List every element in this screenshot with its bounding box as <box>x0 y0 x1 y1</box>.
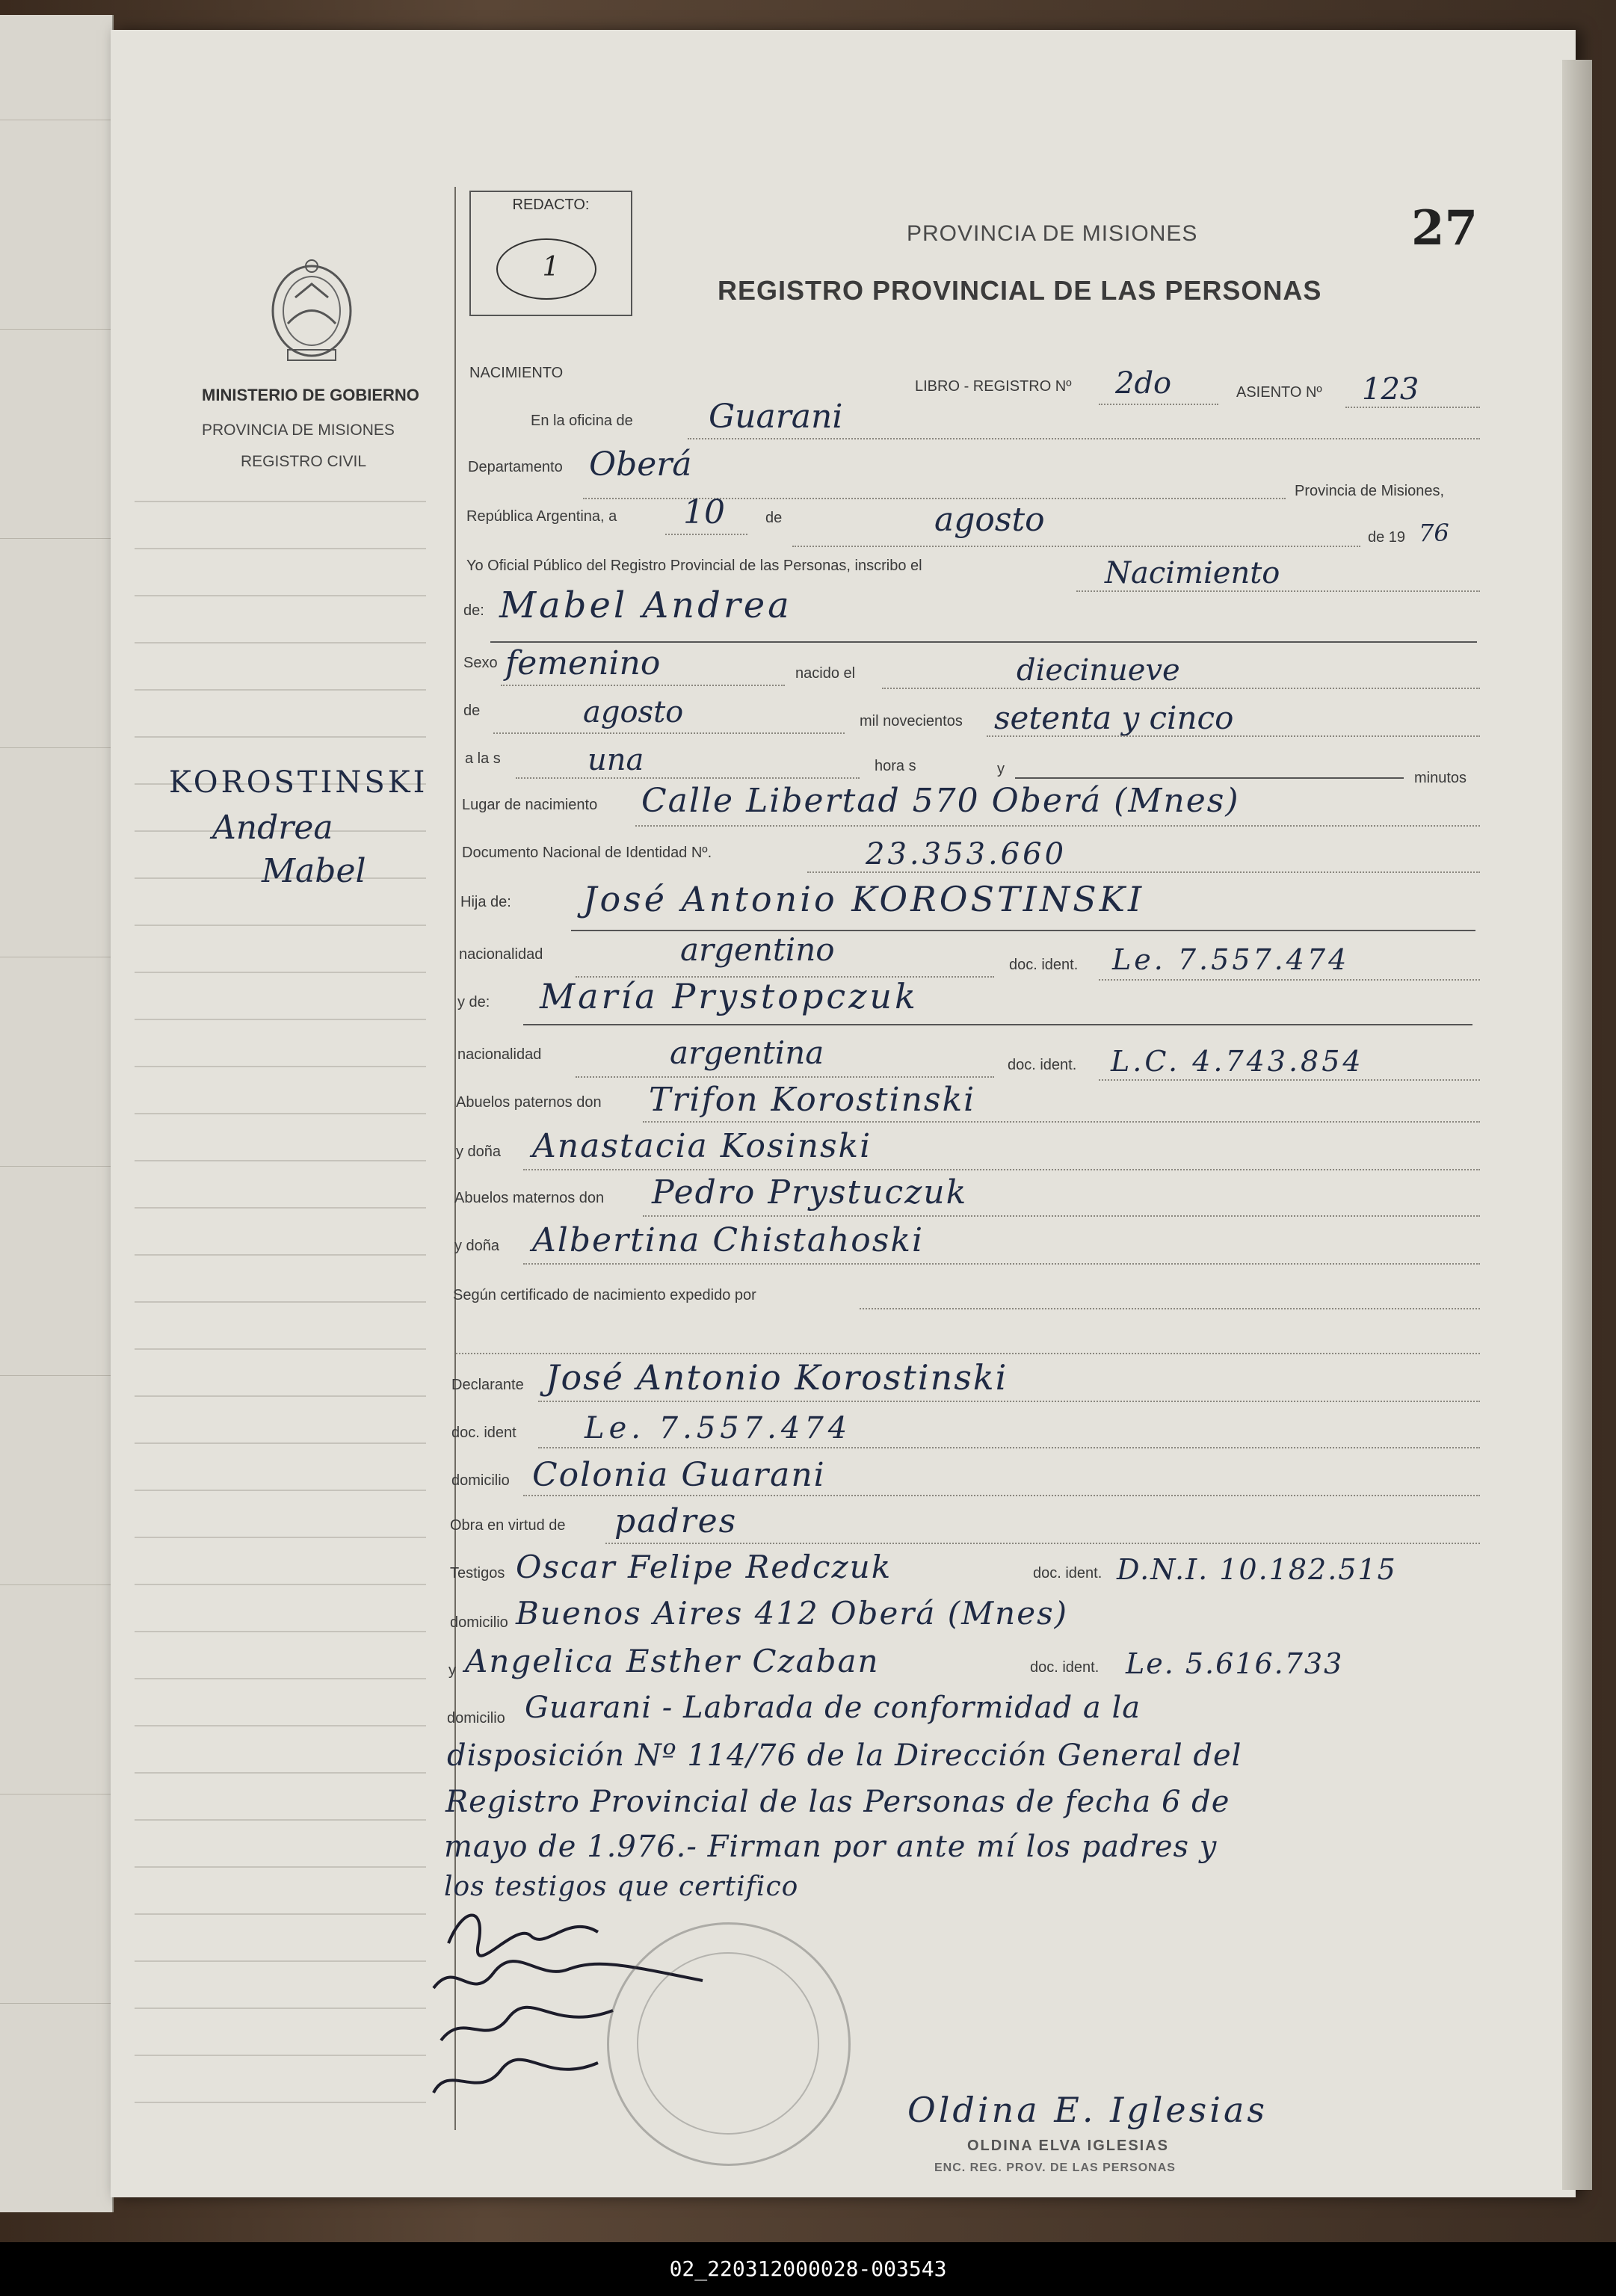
declarante-value: José Antonio Korostinski <box>546 1357 1008 1398</box>
documento-label: Documento Nacional de Identidad Nº. <box>462 845 712 861</box>
domicilio1-label: domicilio <box>451 1472 510 1489</box>
ydona1-label: y doña <box>456 1144 502 1160</box>
margin-rule-line <box>135 1490 426 1491</box>
margin-rule-line <box>135 1678 426 1679</box>
departamento-label: Departamento <box>468 459 563 475</box>
declarante-label: Declarante <box>451 1377 524 1393</box>
image-id-caption: 02_220312000028-003543 <box>0 2242 1616 2296</box>
anio-label: de 19 <box>1368 529 1406 546</box>
ministry-line3: REGISTRO CIVIL <box>241 453 367 470</box>
mes-value: agosto <box>934 501 1045 539</box>
republica-label: República Argentina, a <box>466 508 617 525</box>
mes2-value: agosto <box>583 695 684 729</box>
padre-value: José Antonio KOROSTINSKI <box>583 879 1145 919</box>
provincia-label: Provincia de Misiones, <box>1295 483 1445 499</box>
notes-line5: los testigos que certifico <box>444 1871 799 1902</box>
madre-value: María Prystopczuk <box>540 976 919 1016</box>
margin-rule-line <box>135 642 426 644</box>
margin-rule-line <box>135 1913 426 1915</box>
obra-label: Obra en virtud de <box>450 1517 566 1534</box>
margin-rule-line <box>135 1866 426 1868</box>
margin-rule-line <box>135 1254 426 1256</box>
de2-label: de: <box>463 602 484 619</box>
margin-rule-line <box>135 972 426 973</box>
docident1-value: Le. 7.557.474 <box>1112 943 1350 976</box>
asiento-label: ASIENTO Nº <box>1236 384 1322 401</box>
horas-label: hora s <box>875 758 916 774</box>
domicilio2-value: Buenos Aires 412 Oberá (Mnes) <box>516 1595 1069 1632</box>
docident5-label: doc. ident. <box>1030 1659 1100 1676</box>
nacionalidad1-value: argentino <box>680 931 835 968</box>
registry-heading: REGISTRO PROVINCIAL DE LAS PERSONAS <box>718 275 1322 306</box>
abuelos-paternos-label: Abuelos paternos don <box>456 1094 602 1111</box>
margin-rule-line <box>135 1207 426 1209</box>
margin-rule-line <box>135 1537 426 1538</box>
abuelos-maternos-label: Abuelos maternos don <box>454 1190 605 1206</box>
de3-label: de <box>463 703 481 719</box>
margin-rule-line <box>135 2055 426 2056</box>
ministry-line1: MINISTERIO DE GOBIERNO <box>202 386 419 404</box>
official-seal-inner-icon <box>637 1952 819 2135</box>
oficina-value: Guarani <box>709 398 843 436</box>
docident1-label: doc. ident. <box>1009 957 1079 973</box>
nacido-label: nacido el <box>795 665 856 682</box>
hija-label: Hija de: <box>460 894 511 910</box>
margin-rule-line <box>135 1113 426 1114</box>
testigo2-value: Angelica Esther Czaban <box>465 1643 880 1679</box>
nacimiento-label: NACIMIENTO <box>469 365 564 381</box>
docident2-value: L.C. 4.743.854 <box>1111 1045 1364 1078</box>
sexo-value: femenino <box>505 644 661 682</box>
margin-rule-line <box>135 548 426 549</box>
page-number: 27 <box>1411 200 1478 256</box>
de-label: de <box>765 510 783 526</box>
domicilio3-label: domicilio <box>447 1710 505 1726</box>
docident5-value: Le. 5.616.733 <box>1126 1647 1344 1680</box>
margin-rule-line <box>135 1301 426 1303</box>
margin-note-surname: KOROSTINSKI <box>169 765 428 800</box>
ydona1-value: Anastacia Kosinski <box>532 1127 872 1165</box>
redacto-label: REDACTO: <box>512 197 590 213</box>
asiento-value: 123 <box>1362 372 1419 407</box>
libro-label: LIBRO - REGISTRO Nº <box>915 378 1072 395</box>
margin-rule-line <box>135 1725 426 1726</box>
margin-note-name1: Andrea <box>212 809 333 847</box>
page-edge <box>1562 60 1592 2190</box>
docident4-value: D.N.I. 10.182.515 <box>1117 1553 1397 1586</box>
margin-rule-line <box>135 2102 426 2103</box>
abuelos-maternos-value: Pedro Prystuczuk <box>652 1173 968 1212</box>
domicilio1-value: Colonia Guarani <box>532 1456 826 1494</box>
margin-rule-line <box>135 1348 426 1350</box>
margin-rule-line <box>135 2008 426 2009</box>
mil-label: mil novecientos <box>860 713 963 729</box>
margin-rule-line <box>135 595 426 596</box>
y2-label: y <box>448 1662 456 1679</box>
dia-value: 10 <box>683 493 725 531</box>
margin-rule-line <box>135 1066 426 1067</box>
margin-rule-line <box>135 501 426 502</box>
y-label: y <box>997 761 1005 777</box>
testigos-label: Testigos <box>450 1565 505 1581</box>
notes-line4: mayo de 1.976.- Firman por ante mí los padres y <box>444 1830 1218 1864</box>
testigo1-value: Oscar Felipe Redczuk <box>516 1549 892 1585</box>
notes-line3: Registro Provincial de las Personas de fecha 6 de <box>445 1785 1230 1819</box>
oficial-label: Yo Oficial Público del Registro Provincial de las Personas, inscribo el <box>466 558 922 574</box>
margin-rule-line <box>135 1395 426 1397</box>
margin-rule-line <box>135 1819 426 1821</box>
yde-label: y de: <box>457 994 490 1010</box>
coat-of-arms-icon <box>262 253 362 365</box>
lugar-value: Calle Libertad 570 Oberá (Mnes) <box>641 782 1240 820</box>
margin-rule-line <box>135 1584 426 1585</box>
officer-signature: Oldina E. Iglesias <box>907 2090 1268 2130</box>
abuelos-paternos-value: Trifon Korostinski <box>649 1081 976 1119</box>
alas-value: una <box>588 743 644 777</box>
anio-value: 76 <box>1419 519 1449 547</box>
notes-line1: Guarani - Labrada de conformidad a la <box>525 1691 1141 1725</box>
alas-label: a la s <box>465 750 501 767</box>
margin-rule-line <box>135 1960 426 1962</box>
notes-line2: disposición Nº 114/76 de la Dirección General del <box>447 1738 1242 1773</box>
margin-rule-line <box>135 1442 426 1444</box>
oficina-label: En la oficina de <box>531 413 633 429</box>
officer-stamp-name: OLDINA ELVA IGLESIAS <box>967 2138 1170 2154</box>
docident2-label: doc. ident. <box>1008 1057 1077 1073</box>
redacto-box <box>469 191 632 316</box>
margin-rule-line <box>135 925 426 926</box>
ministry-line2: PROVINCIA DE MISIONES <box>202 422 395 439</box>
margin-note-name2: Mabel <box>262 852 366 890</box>
lugar-label: Lugar de nacimiento <box>462 797 598 813</box>
nacido-value: diecinueve <box>1017 653 1180 688</box>
segun-label: Según certificado de nacimiento expedido por <box>453 1287 756 1303</box>
mil-value: setenta y cinco <box>994 700 1234 736</box>
nacionalidad2-label: nacionalidad <box>457 1046 542 1063</box>
domicilio2-label: domicilio <box>450 1614 508 1631</box>
obra-value: padres <box>614 1502 738 1540</box>
nombre-value: Mabel Andrea <box>499 584 792 626</box>
oficial-value: Nacimiento <box>1105 556 1280 590</box>
province-heading: PROVINCIA DE MISIONES <box>907 221 1198 246</box>
departamento-value: Oberá <box>589 445 692 484</box>
docident3-label: doc. ident <box>451 1425 516 1441</box>
margin-rule-line <box>135 1772 426 1774</box>
docident3-value: Le. 7.557.474 <box>585 1411 852 1445</box>
left-page <box>0 15 114 2212</box>
nacionalidad2-value: argentina <box>670 1034 824 1071</box>
libro-value: 2do <box>1115 366 1172 401</box>
ydona2-label: y doña <box>454 1238 500 1254</box>
margin-rule-line <box>135 1160 426 1161</box>
margin-rule-line <box>135 689 426 691</box>
margin-rule-line <box>135 1019 426 1020</box>
documento-value: 23.353.660 <box>866 837 1067 871</box>
sexo-label: Sexo <box>463 655 498 671</box>
redacto-value: 1 <box>542 252 560 283</box>
officer-stamp-title: ENC. REG. PROV. DE LAS PERSONAS <box>934 2161 1176 2174</box>
ydona2-value: Albertina Chistahoski <box>532 1221 925 1259</box>
minutos-label: minutos <box>1414 770 1467 786</box>
nacionalidad1-label: nacionalidad <box>459 946 543 963</box>
margin-rule-line <box>135 736 426 738</box>
margin-rule-line <box>135 1631 426 1632</box>
docident4-label: doc. ident. <box>1033 1565 1102 1581</box>
